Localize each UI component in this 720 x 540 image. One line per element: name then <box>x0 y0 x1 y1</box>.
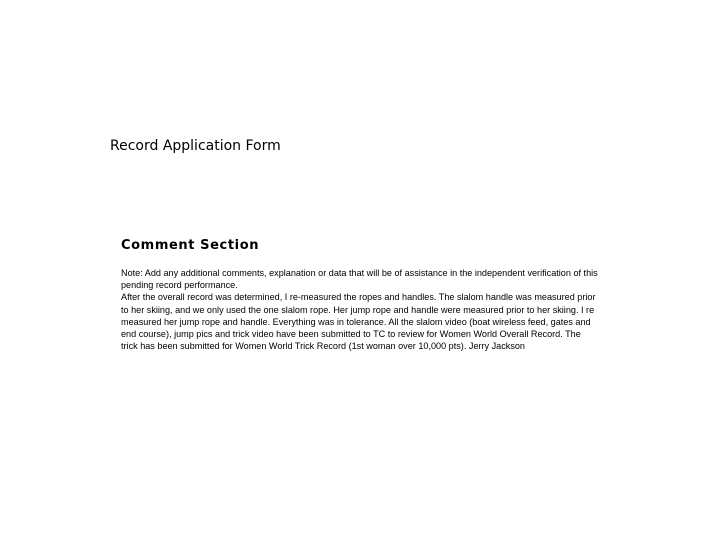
comment-section-heading: Comment Section <box>121 238 260 253</box>
note-text: Note: Add any additional comments, explanation or data that will be of assistance in the independent verification of this pending record performance. <box>121 268 598 291</box>
comment-body <box>121 267 599 352</box>
form-title: Record Application Form <box>110 138 281 154</box>
comment-text: After the overall record was determined, I re-measured the ropes and handles. The slalom handle was measured prior to her skiing, and we only used the one slalom rope. Her jump rope and handle were measured prior to her skiing. I re measured her jump rope and handle. Everything was in tolerance. All the slalom video (boat wireless feed, gates and end course), jump pics and trick video have been submitted to TC to review for Women World Overall Record. The trick has been submitted for Women World Trick Record (1st woman over 10,000 pts). Jerry Jackson <box>121 292 596 352</box>
